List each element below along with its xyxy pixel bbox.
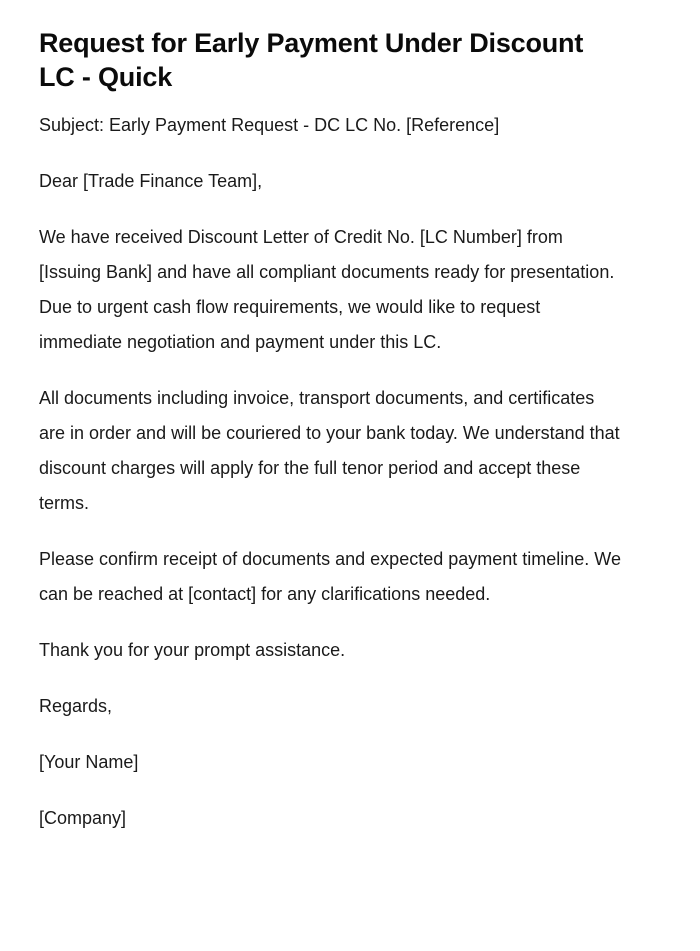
page-title: Request for Early Payment Under Discount LC - Quick [39,28,584,92]
sign-off: Regards, [39,696,113,716]
body-paragraph-3: Please confirm receipt of documents and expected payment timeline. We can be reached at [contact] for any clarifications needed. [39,549,621,604]
subject-line: Subject: Early Payment Request - DC LC No. [Reference] [39,115,500,135]
signature-name: [Your Name] [39,752,139,772]
closing-thanks: Thank you for your prompt assistance. [39,640,346,660]
salutation: Dear [Trade Finance Team], [39,171,263,191]
body-paragraph-1: We have received Discount Letter of Credit No. [LC Number] from [Issuing Bank] and have all compliant documents ready for presentation. Due to urgent cash flow requirements, we would like to request immediate negotiation and payment under this LC. [39,227,615,352]
signature-company: [Company] [39,808,127,828]
body-paragraph-2: All documents including invoice, transport documents, and certificates are in order and will be couriered to your bank today. We understand that discount charges will apply for the full tenor period and accept these terms. [39,388,620,513]
document-body [39,108,660,836]
